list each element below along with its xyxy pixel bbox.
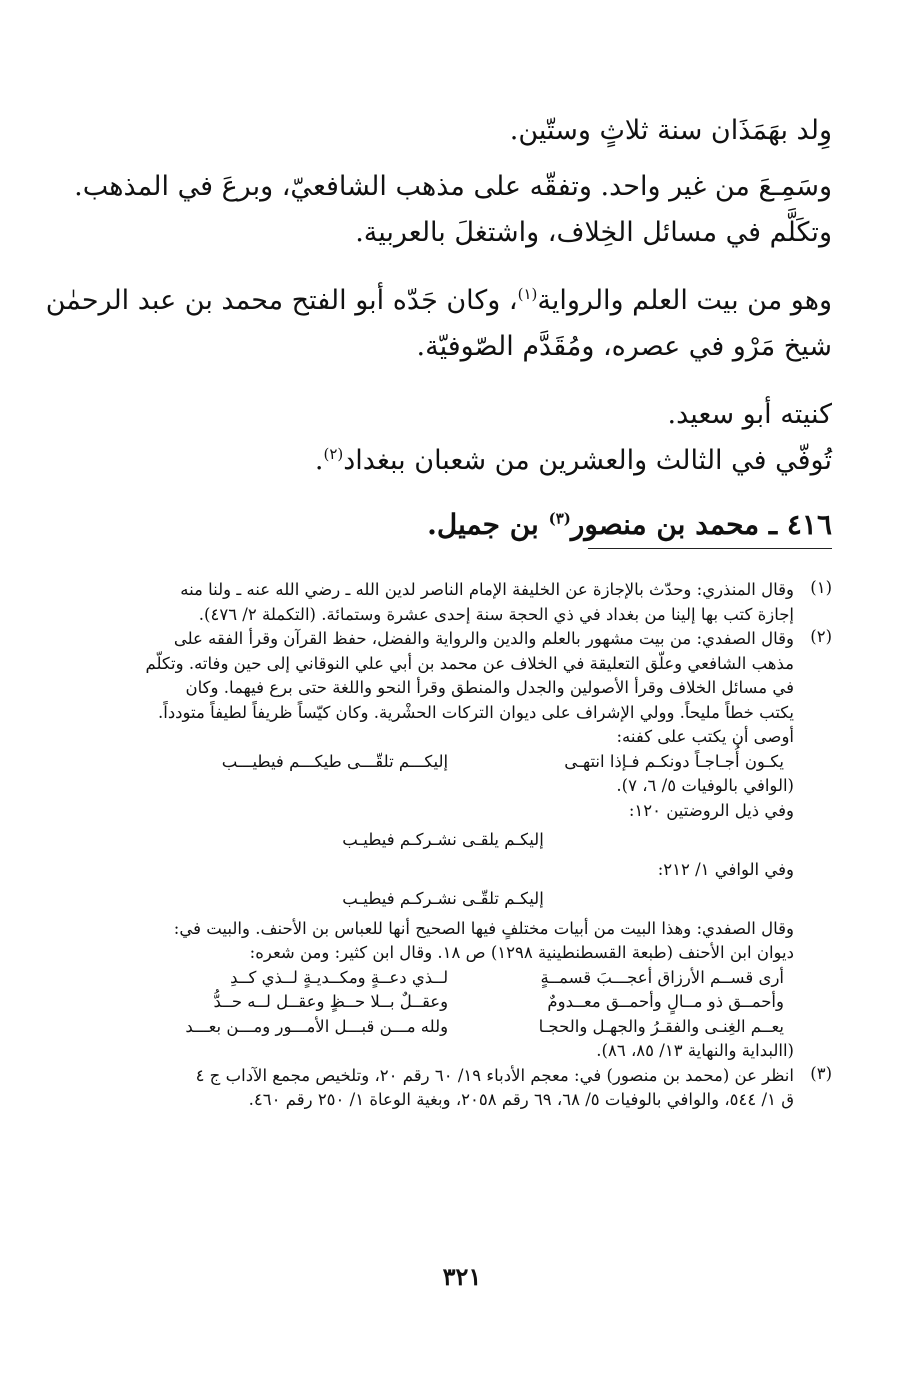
poem-line	[92, 1015, 794, 1040]
paragraph-family-line-2: شيخ مَرْو في عصره، ومُقَدَّم الصّوفيّة.	[416, 331, 832, 362]
entry-heading	[92, 502, 832, 548]
footnote-line: في مسائل الخلاف وقرأ الأصولين والجدل والمنطق وقرأ النحو واللغة حتى برع فيهما. وكان	[185, 678, 794, 697]
footnote-line: إجازة كتب بها إلينا من بغداد في ذي الحجة سنة إحدى عشرة وستمائة. (التكملة ٢/ ٤٧٦).	[198, 604, 794, 624]
footnote-divider	[588, 548, 832, 549]
heading-text-b: بن جميل.	[427, 508, 549, 541]
death-text: تُوفّي في الثالث والعشرين من شعبان ببغداد	[343, 445, 832, 476]
footnote-ref-3[interactable]: (٣)	[548, 509, 571, 528]
footnote-line: (االبداية والنهاية ١٣/ ٨٥، ٨٦).	[596, 1041, 794, 1060]
heading-text-a: ٤١٦ ـ محمد بن منصور	[570, 508, 832, 541]
footnote-2	[92, 627, 832, 1064]
verse-variant-1: إليكـم يلقـى نشـركـم فيطيـب	[342, 830, 544, 849]
footnote-line: انظر عن (محمد بن منصور) في: معجم الأدباء ١٩/ ٦٠ رقم ٢٠، وتلخيص مجمع الآداب ج ٤	[195, 1065, 794, 1085]
footnote-line: وقال المنذري: وحدّث بالإجازة عن الخليفة الإمام الناصر لدين الله ـ رضي الله عنه ـ ولنا منه	[180, 580, 794, 599]
footnote-line: وفي الوافي ١/ ٢١٢:	[657, 859, 794, 879]
verse-line	[92, 750, 794, 775]
footnote-number: (١)	[810, 578, 832, 597]
paragraph-kunya: كنيته أبو سعيد.	[667, 399, 832, 430]
poem-line	[92, 990, 794, 1015]
verse-second-half: ولله مـــن قبـــل الأمـــور ومـــن بعـــد	[185, 1016, 449, 1036]
footnote-ref-2[interactable]: (٢)	[323, 445, 344, 463]
footnote-number: (٢)	[810, 627, 832, 646]
footnote-line: وقال الصفدي: وهذا البيت من أبيات مختلفٍ فيها الصحيح أنها للعباس بن الأحنف. والبيت في:	[173, 918, 794, 938]
footnotes	[92, 578, 832, 1113]
verse-first-half: أرى قســم الأرزاق أعجـــبَ قسمــةٍ	[540, 967, 784, 987]
poem-line	[92, 966, 794, 991]
footnote-line: ديوان ابن الأحنف (طبعة القسطنطينية ١٢٩٨) ص ١٨. وقال ابن كثير: ومن شعره:	[249, 943, 794, 962]
footnote-3	[92, 1064, 832, 1113]
verse-second-half: إليكـــم تلقّـــى طيكـــم فيطيـــب	[221, 751, 449, 771]
family-text-a: وهو من بيت العلم والرواية	[537, 285, 832, 316]
footnote-line: وفي ذيل الروضتين ١٢٠:	[628, 800, 794, 820]
footnote-line: مذهب الشافعي وعلّق التعليقة في الخلاف عن محمد بن أبي علي النوقاني إلى حين وفاته. وتكلّم	[145, 653, 794, 673]
death-text-end: .	[314, 445, 324, 476]
main-text	[45, 108, 832, 576]
footnote-line: (الوافي بالوفيات ٥/ ٦، ٧).	[616, 776, 794, 795]
footnote-line: أوصى أن يكتب على كفنه:	[616, 727, 794, 746]
footnote-ref-1[interactable]: (١)	[517, 285, 538, 303]
footnote-number: (٣)	[810, 1063, 832, 1083]
verse-first-half: يعــم الغِنـى والفقـرُ والجهـل والحجـا	[538, 1016, 784, 1036]
verse-variant-2: إليكـم تلقّـى نشـركـم فيطيـب	[342, 889, 544, 908]
paragraph-study-line-1: وسَمِـعَ من غير واحد. وتفقّه على مذهب الشافعيّ، وبرعَ في المذهب.	[74, 171, 832, 202]
paragraph-death	[92, 438, 832, 484]
paragraph-study-line-2: وتكَلَّم في مسائل الخِلاف، واشتغلَ بالعربية.	[355, 217, 832, 248]
footnote-1	[92, 578, 832, 627]
paragraph-birth: وِلد بهَمَذَان سنة ثلاثٍ وستّين.	[509, 115, 832, 146]
verse-second-half: لــذي دعــةٍ ومكــديـةٍ لــذي كــدِ	[230, 967, 449, 987]
paragraph-family-line-1	[45, 278, 832, 324]
family-text-b: ، وكان جَدّه أبو الفتح محمد بن عبد الرحمٰن	[45, 285, 518, 316]
page-number: ٣٢١	[442, 1262, 482, 1291]
footnote-line: ق ١/ ٥٤٤، والوافي بالوفيات ٥/ ٦٨، ٦٩ رقم ٢٠٥٨، وبغية الوعاة ١/ ٢٥٠ رقم ٤٦٠.	[248, 1090, 794, 1109]
verse-first-half: وأحمــق ذو مــالٍ وأحمــق معــدومٌ	[547, 992, 784, 1011]
verse-second-half: وعقــلٌ بــلا حــظٍ وعقــل لــه حــدُّ	[213, 992, 449, 1011]
footnote-line: وقال الصفدي: من بيت مشهور بالعلم والدين والرواية والفضل، حفظ القرآن وقرأ الفقه على	[173, 629, 794, 648]
footnote-line: يكتب خطاً مليحاً. وولي الإشراف على ديوان التركات الحشْرية. وكان كيّساً ظريفاً لطيفاً متودداً.	[158, 702, 794, 722]
verse-first-half: يكـون أُجـاجـاً دونكـم فـإذا انتهـى	[564, 751, 784, 771]
